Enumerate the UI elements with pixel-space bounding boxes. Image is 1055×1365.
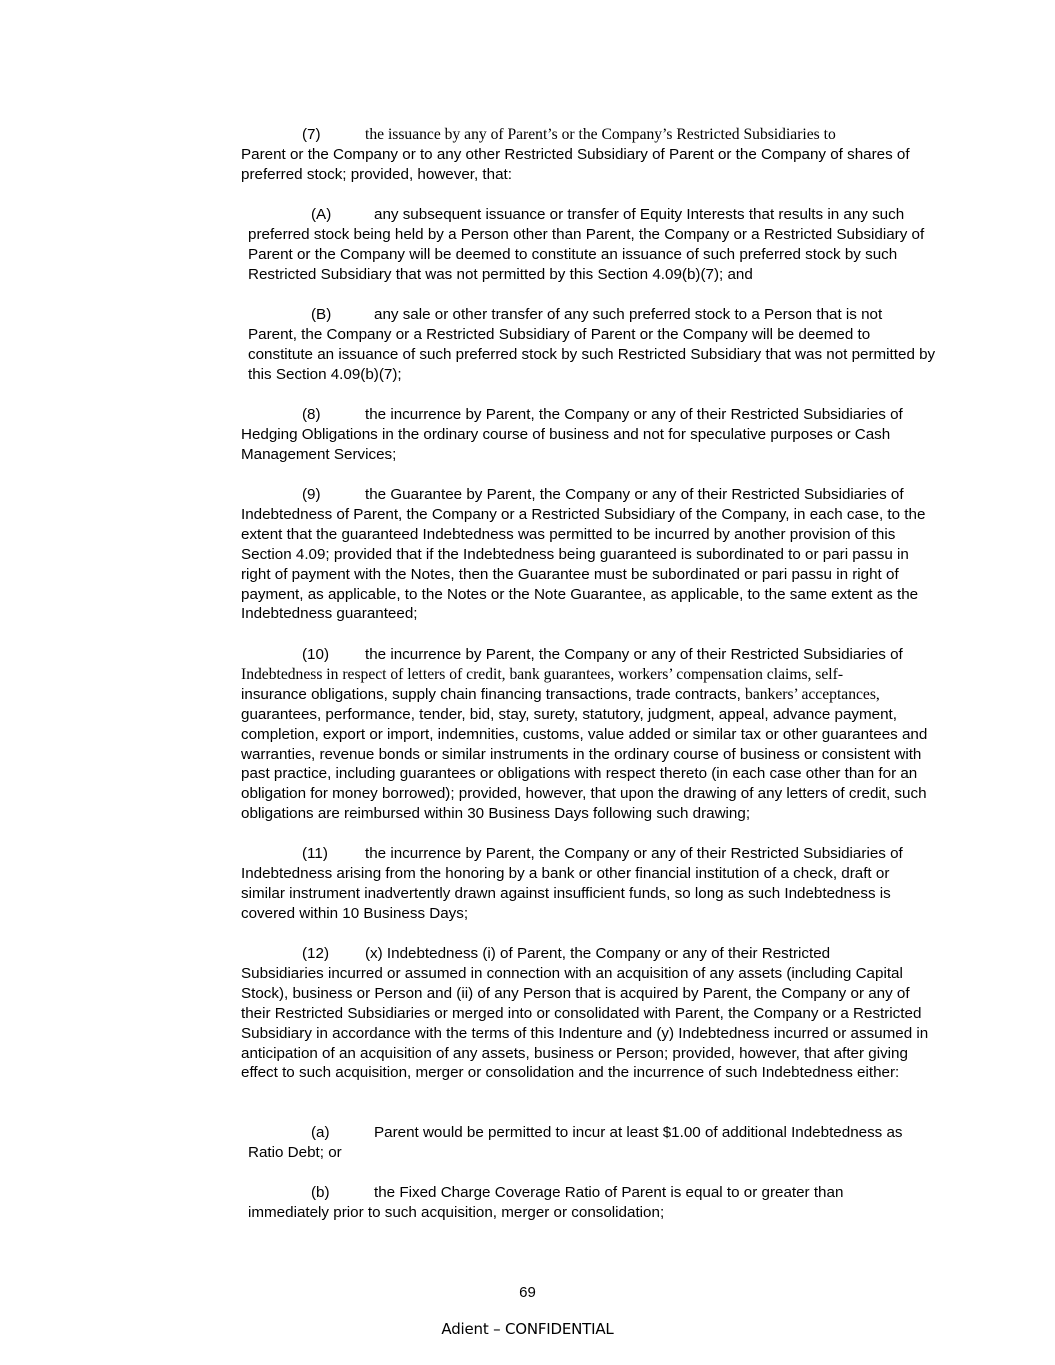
confidential-footer: Adient – CONFIDENTIAL	[441, 1320, 614, 1338]
clause-number: (a)	[311, 1124, 330, 1141]
clause-first-line: the incurrence by Parent, the Company or any of their Restricted Subsidiaries of	[365, 646, 903, 663]
clause-first-line: (x) Indebtedness (i) of Parent, the Company or any of their Restricted	[365, 945, 831, 962]
clause-A-lead	[248, 205, 936, 225]
clause-serif-line: Indebtedness in respect of letters of credit, bank guarantees, workers’ compensation claims, self-	[241, 665, 844, 683]
clause-body: Indebtedness arising from the honoring by a bank or other financial institution of a check, draft or similar instrument inadvertently drawn against insufficient funds, so long as such Indebtedness is covered within 10 Business Days;	[241, 864, 891, 922]
clause-first-line: any sale or other transfer of any such preferred stock to a Person that is not	[374, 306, 883, 323]
clause-first-line: the Fixed Charge Coverage Ratio of Parent is equal to or greater than	[374, 1184, 844, 1201]
clause-9	[241, 485, 933, 624]
clause-body: immediately prior to such acquisition, merger or consolidation;	[248, 1203, 665, 1221]
page-number: 69	[519, 1284, 536, 1301]
clause-11	[241, 844, 933, 924]
clause-12	[241, 944, 933, 1083]
clause-a	[248, 1123, 936, 1163]
clause-body: Hedging Obligations in the ordinary course of business and not for speculative purposes or Cash Management Services;	[241, 425, 891, 463]
clause-first-line: the Guarantee by Parent, the Company or any of their Restricted Subsidiaries of	[365, 486, 904, 503]
clause-b	[248, 1183, 936, 1223]
clause-first-line: the incurrence by Parent, the Company or any of their Restricted Subsidiaries of	[365, 845, 903, 862]
clause-number: (11)	[302, 845, 328, 862]
clause-body-part-a: insurance obligations, supply chain financing transactions, trade contracts,	[241, 685, 741, 703]
clause-number: (10)	[302, 646, 330, 663]
clause-10	[241, 645, 933, 824]
clause-body	[241, 685, 933, 824]
clause-A	[248, 205, 936, 285]
clause-first-line: any subsequent issuance or transfer of Equity Interests that results in any such	[374, 206, 905, 223]
clause-12-lead	[241, 944, 933, 964]
clause-body: Parent or the Company or to any other Restricted Subsidiary of Parent or the Company of shares of preferred stock; provided, however, that:	[241, 145, 910, 183]
clause-number: (B)	[311, 306, 332, 323]
clause-7-lead	[241, 125, 933, 145]
clause-number: (9)	[302, 486, 321, 503]
clause-body-serif: bankers’ acceptances,	[745, 685, 880, 703]
clause-8-lead	[241, 405, 933, 425]
clause-number: (8)	[302, 406, 321, 423]
clause-B-lead	[248, 305, 936, 325]
clause-first-line: the incurrence by Parent, the Company or any of their Restricted Subsidiaries of	[365, 406, 903, 423]
clause-first-line: Parent would be permitted to incur at least $1.00 of additional Indebtedness as	[374, 1124, 903, 1141]
clause-body: Parent, the Company or a Restricted Subsidiary of Parent or the Company will be deemed to constitute an issuance of such preferred stock by such Restricted Subsidiary that was not permitted by this Section 4.09(b)(7);	[248, 325, 936, 383]
clause-11-lead	[241, 844, 933, 864]
clause-8	[241, 405, 933, 465]
clause-number: (7)	[302, 126, 321, 143]
clause-number: (b)	[311, 1184, 330, 1201]
clause-number: (A)	[311, 206, 332, 223]
clause-first-line: the issuance by any of Parent’s or the Company’s Restricted Subsidiaries to	[365, 126, 836, 143]
clause-body: Ratio Debt; or	[248, 1143, 342, 1161]
clause-a-lead	[248, 1123, 936, 1143]
clause-9-lead	[241, 485, 933, 505]
clause-b-lead	[248, 1183, 936, 1203]
clause-body: Subsidiaries incurred or assumed in connection with an acquisition of any assets (including Capital Stock), business or Person and (ii) of any Person that is acquired by Parent, the Company or any of their Restricted Subsidiaries or merged into or consolidated with Parent, the Company or a Restricted Subsidiary in accordance with the terms of this Indenture and (y) Indebtedness incurred or assumed in anticipation of an acquisition of any assets, business or Person; provided, however, that after giving effect to such acquisition, merger or consolidation and the incurrence of such Indebtedness either:	[241, 964, 929, 1082]
clause-number: (12)	[302, 945, 330, 962]
clause-body: Indebtedness of Parent, the Company or a Restricted Subsidiary of the Company, in each case, to the extent that the guaranteed Indebtedness was permitted to be incurred by another provision of this Section 4.09; provided that if the Indebtedness being guaranteed is subordinated to or pari passu in right of payment with the Notes, then the Guarantee must be subordinated or pari passu in right of payment, as applicable, to the Notes or the Note Guarantee, as applicable, to the same extent as the Indebtedness guaranteed;	[241, 505, 926, 623]
clause-body: preferred stock being held by a Person other than Parent, the Company or a Restricted Subsidiary of Parent or the Company will be deemed to constitute an issuance of such preferred stock by such Restricted Subsidiary that was not permitted by this Section 4.09(b)(7); and	[248, 225, 925, 283]
clause-B	[248, 305, 936, 385]
clause-7	[241, 125, 933, 185]
clause-10-lead	[241, 645, 933, 665]
clause-body-part-b: guarantees, performance, tender, bid, stay, surety, statutory, judgment, appeal, advance payment, completion, export or import, indemnities, customs, value added or similar tax or other guarantees and warranties, revenue bonds or similar instruments in the ordinary course of business or consistent with past practice, including guarantees or obligations with respect thereto (in each case other than for an obligation for money borrowed); provided, however, that upon the drawing of any letters of credit, such obligations are reimbursed within 30 Business Days following such drawing;	[241, 705, 928, 823]
